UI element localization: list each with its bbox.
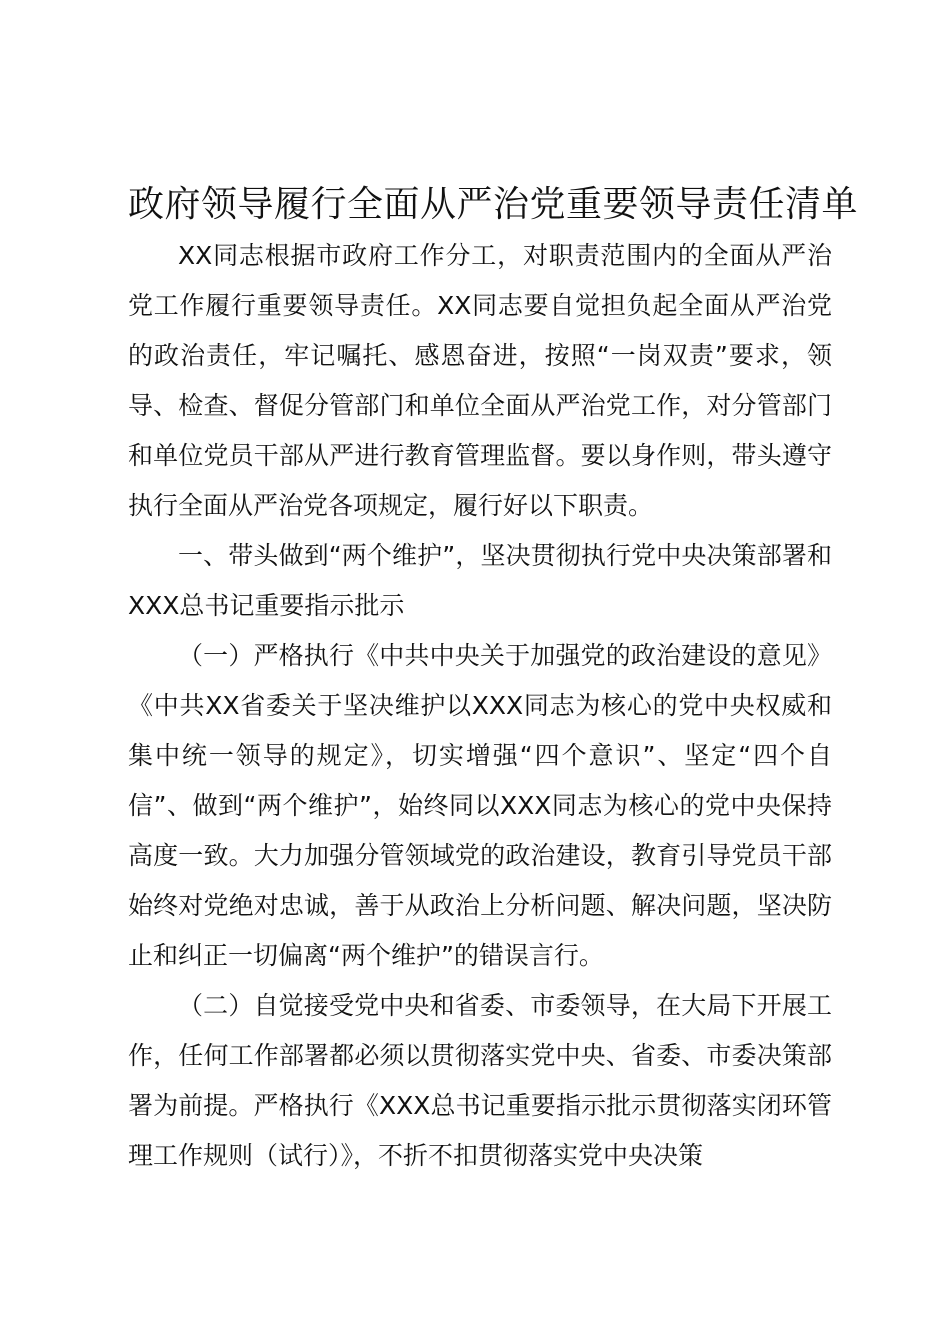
clause-paragraph-1: （一）严格执行《中共中央关于加强党的政治建设的意见》《中共XX省委关于坚决维护以XXX同志为核心的党中央权威和集中统一领导的规定》，切实增强“四个意识”、坚定“四个自信”、做到“两个维护”，始终同以XXX同志为核心的党中央保持高度一致。大力加强分管领域党的政治建设，教育引导党员干部始终对党绝对忠诚，善于从政治上分析问题、解决问题，坚决防止和纠正一切偏离“两个维护”的错误言行。	[128, 641, 832, 970]
document-title: 政府领导履行全面从严治党重要领导责任清单	[128, 184, 859, 225]
clause-paragraph-2: （二）自觉接受党中央和省委、市委领导，在大局下开展工作，任何工作部署都必须以贯彻落实党中央、省委、市委决策部署为前提。严格执行《XXX总书记重要指示批示贯彻落实闭环管理工作规则（试行）》，不折不扣贯彻落实党中央决策	[128, 991, 832, 1170]
document-body	[128, 231, 832, 1181]
intro-paragraph: XX同志根据市政府工作分工，对职责范围内的全面从严治党工作履行重要领导责任。XX同志要自觉担负起全面从严治党的政治责任，牢记嘱托、感恩奋进，按照“一岗双责”要求，领导、检查、督促分管部门和单位全面从严治党工作，对分管部门和单位党员干部从严进行教育管理监督。要以身作则，带头遵守执行全面从严治党各项规定，履行好以下职责。	[128, 241, 832, 520]
section-heading-1: 一、带头做到“两个维护”，坚决贯彻执行党中央决策部署和XXX总书记重要指示批示	[128, 541, 832, 620]
